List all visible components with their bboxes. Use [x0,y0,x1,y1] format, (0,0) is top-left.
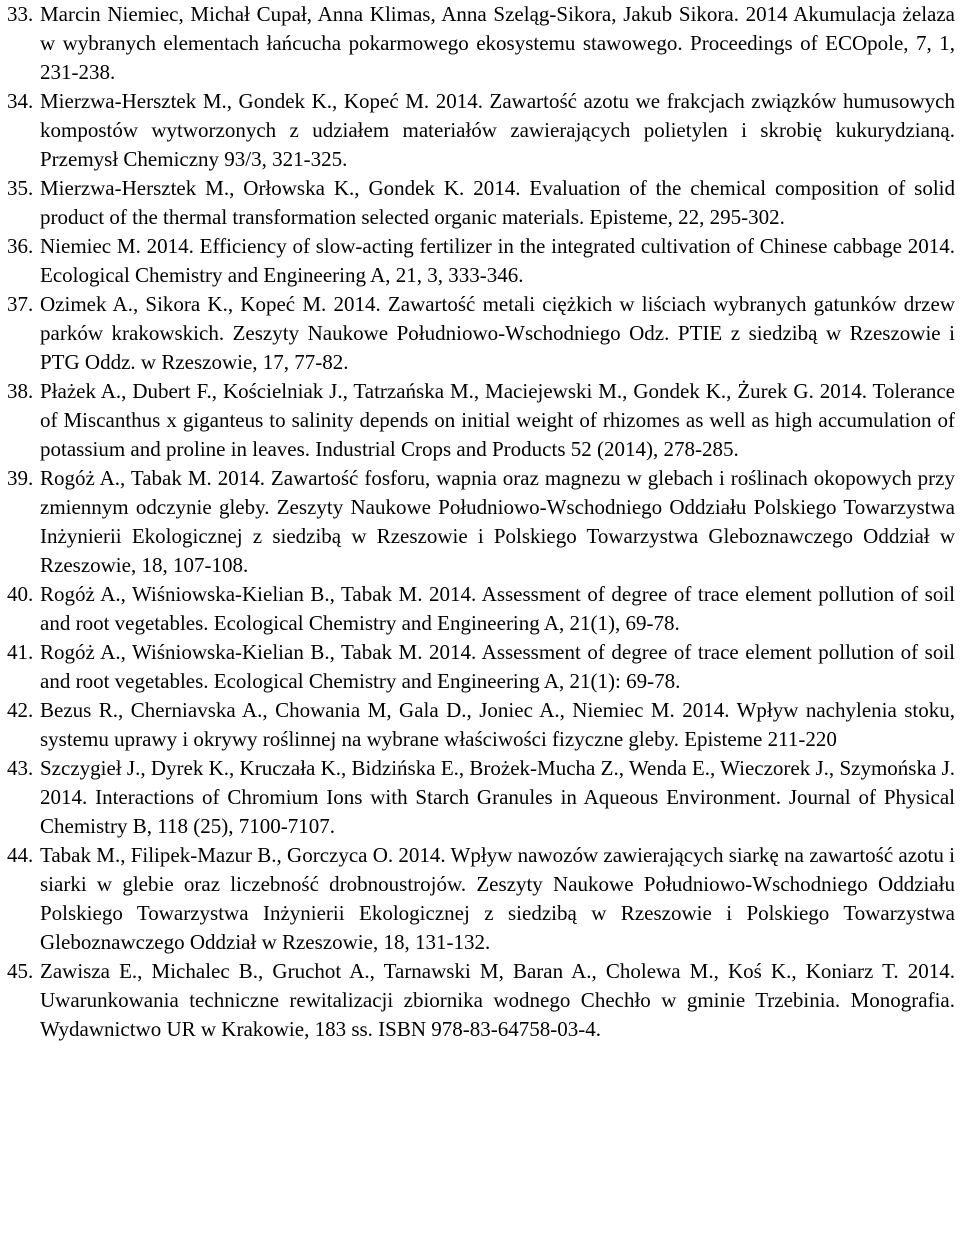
reference-item [7,290,955,377]
reference-number: 42. [7,698,34,722]
reference-item [7,174,955,232]
reference-number: 34. [7,89,34,113]
reference-text: Bezus R., Cherniavska A., Chowania M, Gala D., Joniec A., Niemiec M. 2014. Wpływ nachylenia stoku, systemu uprawy i okrywy roślinnej na wybrane właściwości fizyczne gleby. Episteme 211-220 [40,698,955,751]
reference-text: Tabak M., Filipek-Mazur B., Gorczyca O. 2014. Wpływ nawozów zawierających siarkę na zawartość azotu i siarki w glebie oraz liczebność drobnoustrojów. Zeszyty Naukowe Południowo-Wschodniego Oddziału Polskiego Towarzystwa Inżynierii Ekologicznej z siedzibą w Rzeszowie i Polskiego Towarzystwa Gleboznawczego Oddział w Rzeszowie, 18, 131-132. [40,843,955,954]
reference-number: 38. [7,379,34,403]
reference-number: 39. [7,466,34,490]
reference-text: Marcin Niemiec, Michał Cupał, Anna Klimas, Anna Szeląg-Sikora, Jakub Sikora. 2014 Akumulacja żelaza w wybranych elementach łańcucha pokarmowego ekosystemu stawowego. Proceedings of ECOpole, 7, 1, 231-238. [40,2,955,84]
reference-text: Zawisza E., Michalec B., Gruchot A., Tarnawski M, Baran A., Cholewa M., Koś K., Koniarz T. 2014. Uwarunkowania techniczne rewitalizacji zbiornika wodnego Chechło w gminie Trzebinia. Monografia. Wydawnictwo UR w Krakowie, 183 ss. ISBN 978-83-64758-03-4. [40,959,955,1041]
reference-text: Mierzwa-Hersztek M., Gondek K., Kopeć M. 2014. Zawartość azotu we frakcjach związków humusowych kompostów wytworzonych z udziałem materiałów zawierających polietylen i skrobię kukurydzianą. Przemysł Chemiczny 93/3, 321-325. [40,89,955,171]
reference-number: 43. [7,756,34,780]
reference-item [7,957,955,1044]
reference-text: Ozimek A., Sikora K., Kopeć M. 2014. Zawartość metali ciężkich w liściach wybranych gatunków drzew parków krakowskich. Zeszyty Naukowe Południowo-Wschodniego Odz. PTIE z siedzibą w Rzeszowie i PTG Oddz. w Rzeszowie, 17, 77-82. [40,292,955,374]
reference-number: 41. [7,640,34,664]
reference-text: Niemiec M. 2014. Efficiency of slow-acting fertilizer in the integrated cultivation of Chinese cabbage 2014. Ecological Chemistry and Engineering A, 21, 3, 333-346. [40,234,955,287]
reference-text: Rogóż A., Tabak M. 2014. Zawartość fosforu, wapnia oraz magnezu w glebach i roślinach okopowych przy zmiennym odczynie gleby. Zeszyty Naukowe Południowo-Wschodniego Oddziału Polskiego Towarzystwa Inżynierii Ekologicznej z siedzibą w Rzeszowie i Polskiego Towarzystwa Gleboznawczego Oddział w Rzeszowie, 18, 107-108. [40,466,955,577]
reference-item [7,638,955,696]
reference-text: Rogóż A., Wiśniowska-Kielian B., Tabak M. 2014. Assessment of degree of trace element pollution of soil and root vegetables. Ecological Chemistry and Engineering A, 21(1): 69-78. [40,640,955,693]
reference-number: 45. [7,959,34,983]
reference-item [7,464,955,580]
reference-number: 40. [7,582,34,606]
reference-number: 35. [7,176,34,200]
reference-item [7,580,955,638]
reference-item [7,232,955,290]
reference-text: Mierzwa-Hersztek M., Orłowska K., Gondek K. 2014. Evaluation of the chemical composition of solid product of the thermal transformation selected organic materials. Episteme, 22, 295-302. [40,176,955,229]
reference-item [7,696,955,754]
reference-text: Rogóż A., Wiśniowska-Kielian B., Tabak M. 2014. Assessment of degree of trace element pollution of soil and root vegetables. Ecological Chemistry and Engineering A, 21(1), 69-78. [40,582,955,635]
reference-number: 44. [7,843,34,867]
reference-number: 33. [7,2,34,26]
reference-number: 36. [7,234,34,258]
reference-text: Szczygieł J., Dyrek K., Kruczała K., Bidzińska E., Brożek-Mucha Z., Wenda E., Wieczorek J., Szymońska J. 2014. Interactions of Chromium Ions with Starch Granules in Aqueous Environment. Journal of Physical Chemistry B, 118 (25), 7100-7107. [40,756,955,838]
reference-text: Płażek A., Dubert F., Kościelniak J., Tatrzańska M., Maciejewski M., Gondek K., Żurek G. 2014. Tolerance of Miscanthus x giganteus to salinity depends on initial weight of rhizomes as well as high accumulation of potassium and proline in leaves. Industrial Crops and Products 52 (2014), 278-285. [40,379,955,461]
reference-item [7,754,955,841]
reference-number: 37. [7,292,34,316]
reference-list [7,0,955,1044]
reference-item [7,87,955,174]
reference-item [7,377,955,464]
reference-item [7,841,955,957]
reference-item [7,0,955,87]
